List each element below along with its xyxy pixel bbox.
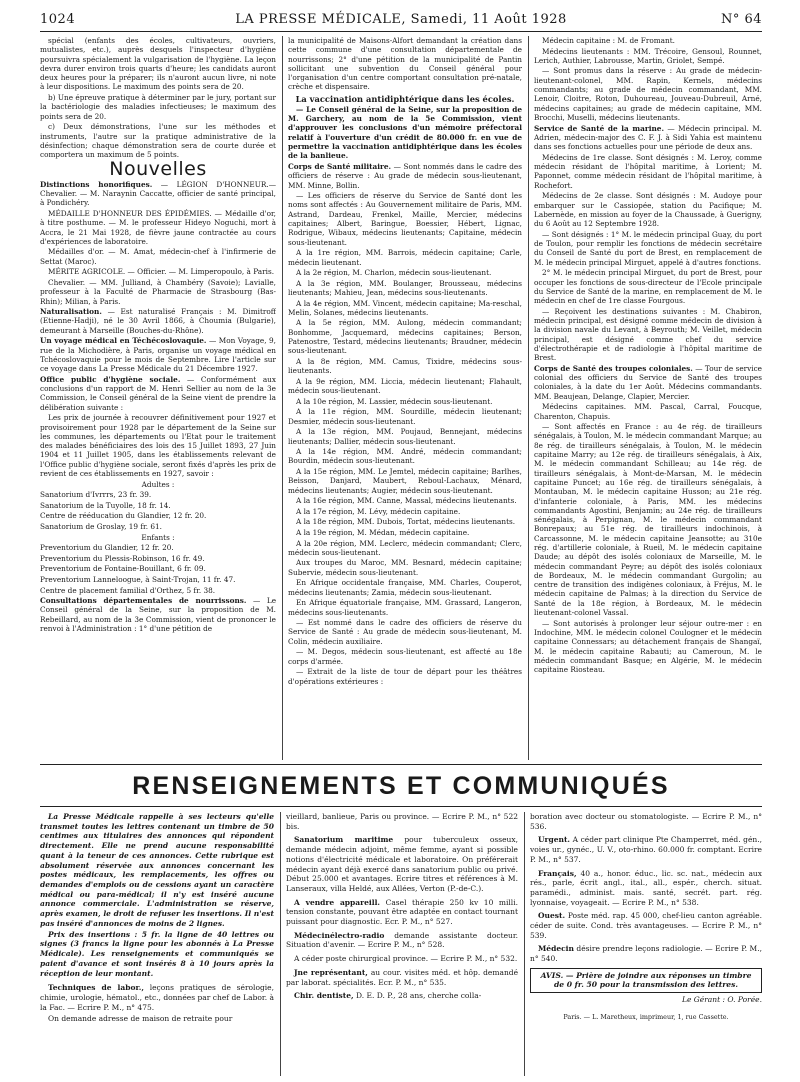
ad-title: Chir. dentiste, [294,991,354,1001]
gerant-signature: Le Gérant : O. Porée. [681,994,762,1004]
paragraph: Médecins de 2e classe. Sont désignés : M. Audoye pour embarquer sur le Cassiopée, station du Pacifique; M. Labernède, en mission au foyer de la Chaussade, à Guerigny, du 6 Août au 12 Septembre 1928. [534,191,762,229]
news-item: Office public d'hygiène sociale. — Conformément aux conclusions d'un rapport de M. Henri Sellier au nom de la 3e Commission, le Conseil général de la Seine vient de prendre la délibération suivante : [40,374,276,412]
paragraph: Médecins de 1re classe. Sont désignés : M. Leroy, comme médecin résidant de l'hôpital maritime, à Lorient; M. Paponnet, comme médecin résidant de l'hôpital maritime, à Rochefort. [534,152,762,190]
list-item: Preventorium de Fontaine-Bouillant, 6 fr. 09. [40,564,206,574]
ad-item: vieillard, banlieue, Paris ou province. — Ecrire P. M., n° 522 bis. [286,812,518,831]
paragraph: A la 16e région, MM. Canne, Massal, médecins lieutenants. [296,496,517,506]
item-title: Corps de Santé des troupes coloniales. [534,363,693,373]
paragraph: Les prix de journée à recouvrer définitivement pour 1927 et provisoirement pour 1928 par le département de la Seine sur les communes, les départements ou l'Etat pour le traitement des malades bénéficiaires des lois des 15 Juillet 1893, 27 Juin 1904 et 11 Juillet 1905, dans les établissements relevant de l'Office public d'hygiène sociale, seront fixés d'après les prix de revient de ces établissements en 1927, savoir : [40,413,276,479]
news-item: Consultations départementales de nourrissons. — Le Conseil général de la Seine, sur la proposition de M. Rebeillard, au nom de la 3e Commission, vient de prononcer le renvoi à l'Administration : 1° d'une pétition de [40,596,276,634]
paragraph: MÉRITE AGRICOLE. — Officier. — M. Limperopoulo, à Paris. [48,267,275,277]
paragraph: — Sont promus dans la réserve : Au grade de médecin-lieutenant-colonel, MM. Rapin, Kernels, médecins commandants; au grade de médecin commandant, MM. Lenoir, Cloitre, Roton, Duhoureau, Jouveau-Dubreuil, Arné, médecins capitaines; au grade de médecin capitaine, MM. Brocchi, Muselli, médecins lieutenants. [534,66,762,122]
ad-title: Médecinélectro-radio [294,930,385,940]
paragraph: — Sont affectés en France : au 4e rég. de tirailleurs sénégalais, à Toulon, M. le médecin commandant Marque; au 8e rég. de tirailleurs sénégalais, à Toulon, M. le médecin capitaine Marry; au 12e rég. de tirailleurs sénégalais, à Aix, M. le médecin commandant Schilleau; au 14e rég. de tirailleurs sénégalais, à Mont-de-Marsan, M. le médecin capitaine Puncet; au 16e rég. de tirailleurs sénégalais, à Montauban, M. le médecin capitaine Husson; au 21e rég. d'infanterie coloniale, à Paris, MM. les médecins commandants Agostini, Benjamin; au 24e rég. de tirailleurs sénégalais, à Perpignan, M. le médecin commandant Bonrepaux; au 51e rég. de tirailleurs indochinois, à Carcassonne, M. le médecin capitaine Jeansotte; au 310e rég. d'artillerie coloniale, à Rueil, M. le médecin capitaine Daude; au dépôt des isolés coloniaux de Marseille, M. le médecin commandant Peyre; au dépôt des isolés coloniaux de Bordeaux, M. le médecin commandant Gurgolin; au centre de transition des indigènes coloniaux, à Fréjus, M. le médecin capitaine de Palmas; à la direction du Service de Santé de la 18e région, à Bordeaux, M. le médecin lieutenant-colonel Vassal. [534,422,762,618]
list-item: Sanatorium de Groslay, 19 fr. 61. [40,522,162,531]
ad-title: Urgent. [538,835,571,845]
list-item: Preventorium Lanneloogue, à Saint-Trojan, 11 fr. 47. [40,574,236,584]
paragraph: A la 1re région, MM. Barrois, médecin capitaine; Carle, médecin lieutenant. [288,248,522,267]
list-label: Adultes : [141,479,175,489]
column-divider [528,36,529,760]
item-title: Consultations départementales de nourrissons. [40,596,247,606]
ad-item: Médecinélectro-radio demande assistante docteur. Situation d'avenir. — Ecrire P. M., n° 528. [286,930,518,950]
ad-item: boration avec docteur ou stomatologiste. — Ecrire P. M., n° 536. [530,812,762,831]
column-divider [282,36,283,760]
ad-title: Ouest. [538,911,566,921]
paragraph: Chevalier. — MM. Julliand, à Chambéry (Savoie); Lavialle, professeur à la Faculté de Pharmacie de Strasbourg (Bas-Rhin); Milian, à Paris. [40,277,276,306]
news-item: Distinctions honorifiques. — LÉGION D'HONNEUR.— Chevalier. — M. Naraynin Caccatte, officier de santé principal, à Pondichéry. [40,179,276,208]
ad-item: A vendre appareill. Casel thérapie 250 kv 10 milli. tension constante, pouvant être adaptée en contact tournant puissant pour diagnostic. Ecr. P. M., n° 527. [286,897,518,927]
paragraph: — Le Conseil général de la Seine, sur la proposition de M. Garchery, au nom de la 5e Commission, vient d'approuver les conclusions d'un mémoire préfectoral relatif à l'ouverture d'un crédit de 80.000 fr. en vue de permettre la vaccination antidiphtérique dans les écoles de la banlieue. [288,104,522,161]
paragraph: — Sont désignés : 1° M. le médecin principal Guay, du port de Toulon, pour remplir les fonctions de médecin secrétaire du Conseil de Santé du port de Brest, en remplacement de M. le médecin principal Mirguet, appelé à d'autres fonctions. [534,229,762,267]
ad-title: Médecin [538,944,574,954]
paragraph: A la 13e région, MM. Poujaud, Bennejant, médecins lieutenants; Dallier, médecin sous-lieutenant. [288,427,522,446]
header-rule [40,31,762,32]
ad-item: Techniques de labor., leçons pratiques de sérologie, chimie, urologie, hématol., etc., données par chef de Labor. à la Fac. — Ecrire P. M., n° 475. [40,983,274,1012]
paragraph: — Extrait de la liste de tour de départ pour les théâtres d'opérations extérieures : [288,667,522,686]
ad-item: Jne représentant, au cour. visites méd. et hôp. demandé par laborat. spécialités. Ecr. P. M., n° 535. [286,967,518,987]
paragraph: A la 17e région, M. Lévy, médecin capitaine. [296,506,461,516]
paragraph: Médecins capitaines. MM. Pascal, Carral, Foucque, Charenton, Chapuis. [534,402,762,421]
item-title: La vaccination antidiphtérique dans les écoles. [295,94,515,105]
paragraph: A la 4e région, MM. Vincent, médecin capitaine; Ma-reschal, Melin, Solanes, médecins lieutenants. [288,298,522,317]
paragraph: A la 10e région, M. Lassier, médecin sous-lieutenant. [296,396,493,406]
ad-title: Sanatorium maritime [294,835,394,845]
item-title: Office public d'hygiène sociale. [40,374,181,384]
issue-number: N° 64 [720,12,762,27]
paragraph: A la 15e région, MM. Le Jemtel, médecin capitaine; Barlhes, Beisson, Danjard, Maubert, Reboul-Lachaux, Ménard, médecins lieutenants; Augier, médecin sous-lieutenant. [288,467,522,495]
ad-item: A céder poste chirurgical province. — Ecrire P. M., n° 532. [294,954,518,964]
list-item: Centre de rééducation du Glandier, 12 fr. 20. [40,511,207,521]
paragraph: A la 8e région, MM. Camus, Tixidre, médecins sous-lieutenants. [288,356,522,376]
renseignements-title: RENSEIGNEMENTS ET COMMUNIQUÉS [132,772,670,800]
news-item: Naturalisation. — Est naturalisé Français : M. Dimitroff (Etienne-Hadji), né le 30 Avril 1866, à Choumia (Bulgarie), demeurant à Marseille (Bouches-du-Rhône). [40,307,276,335]
column-3 [534,36,762,760]
item-title: Service de Santé de la marine. [534,123,664,133]
avis-box: AVIS. — Prière de joindre aux réponses un timbre de 0 fr. 50 pour la transmission des lettres. [530,968,762,993]
paragraph: — M. Degos, médecin sous-lieutenant, est affecté au 18e corps d'armée. [288,647,522,666]
page-number: 1024 [40,12,76,27]
paragraph: — Sont autorisés à prolonger leur séjour outre-mer : en Indochine, MM. le médecin colonel Coulogner et le médecin capitaine Connessars; au détachement français de Shangaï, M. le médecin capitaine Rabauti; au Cameroun, M. le médecin commandant Basque; en Algérie, M. le médecin capitaine Riosteau. [534,618,762,675]
news-item: Service de Santé de la marine. — Médecin principal. M. Adrien, médecin-major des C. F. J. à Sidi Yahia est maintenu dans ses fonctions actuelles pour une période de deux ans. [534,123,762,152]
paragraph: A la 11e région, MM. Sourdille, médecin lieutenant; Desmier, médecin sous-lieutenant. [288,407,522,426]
paragraph: A la 14e région, MM. André, médecin commandant; Bourdin, médecin sous-lieutenant. [288,447,522,466]
column-divider [280,812,281,1076]
ad-item: Ouest. Poste méd. rap. 45 000, chef-lieu canton agréable. céder de suite. Cond. très avantageuses. — Ecrire P. M., n° 539. [530,911,762,940]
item-title: Naturalisation. [40,307,102,317]
price-notice: Prix des insertions : 5 fr. la ligne de 40 lettres ou signes (3 francs la ligne pour les abonnés à La Presse Médicale). Les renseignements et communiqués se paient d'avance et sont insérés 8 à 10 jours après la réception de leur montant. [40,929,274,978]
ad-title: Français, [538,868,577,878]
paragraph: A la 5e région, MM. Aulong, médecin commandant; Bonhomme, Jacquemard, médecins capitaines; Berson, Patenostre, Testard, médecins lieutenants; Braudner, médecin sous-lieutenant. [288,318,522,356]
column-2 [288,36,522,760]
list-item: Sanatorium d'Ivrrrs, 23 fr. 39. [40,490,152,500]
ads-column-1 [40,812,274,1076]
column-divider [524,812,525,1076]
list-item: Preventorium du Glandier, 12 fr. 20. [40,543,174,553]
paragraph: — Reçoivent les destinations suivantes : M. Chabiron, médecin principal, est désigné comme médecin de division à la division navale du Levant, à Beyrouth; M. Veillet, médecin principal, est désigné comme chef du service d'électrothérapie et de radiologie à l'hôpital maritime de Brest. [534,306,762,363]
paragraph: MÉDAILLE D'HONNEUR DES ÉPIDÉMIES. — Médaille d'or, à titre posthume. — M. le professeur Hideyo Noguchi, mort à Accra, le 21 Mai 1928, de fièvre jaune contractée au cours d'expériences de laboratoire. [40,208,276,246]
paragraph: A la 20e région, MM. Leclerc, médecin commandant; Clerc, médecin sous-lieutenant. [288,538,522,557]
paragraph: En Afrique équatoriale française, MM. Grassard, Langeron, médecins sous-lieutenants. [288,598,522,617]
item-title: Un voyage médical en Téchécoslovaquie. [40,336,207,346]
item-title: Corps de Santé militaire. [288,161,392,171]
column-1 [40,36,276,760]
ad-item: Français, 40 a., honor. éduc., lic. sc. nat., médecin aux rés., parle, écrit angl., ital., all., espér., cherch. situat. paramédi., administ. mais. santé, secrét. part. rég. lyonnaise, voyageait. — Ecrire P. M., n° 538. [530,868,762,907]
section-rule [40,764,762,765]
list-item: Centre de placement familial d'Orthez, 5 fr. 38. [40,585,216,595]
paragraph: 2° M. le médecin principal Mirguet, du port de Brest, pour occuper les fonctions de sous-directeur de l'Ecole principale du Service de Santé de la marine, en remplacement de M. le médecin en chef de 1re classe Fourgous. [534,268,762,306]
news-item: Un voyage médical en Téchécoslovaquie. — Mon Voyage, 9, rue de la Michodière, à Paris, organise un voyage médical en Tchécoslovaquie pour le mois de Septembre. Lire l'article sur ce voyage dans La Presse Médicale du 21 Décembre 1927. [40,336,276,374]
ad-item: Chir. dentiste, D. E. D. P., 28 ans, cherche colla- [294,991,482,1001]
paragraph: A la 3e région, MM. Boulanger, Brousseau, médecins lieutenants; Mahieu, Jean, médecins sous-lieutenants. [288,278,522,297]
list-item: Sanatorium de la Tuyolle, 18 fr. 14. [40,500,171,510]
paragraph: — Est nommé dans le cadre des officiers de réserve du Service de Santé : Au grade de médecin sous-lieutenant, M. Colin, médecin auxiliaire. [288,618,522,646]
ad-title: Techniques de labor., [48,983,144,993]
section-rule [40,806,762,807]
ads-column-2 [286,812,518,1076]
paragraph: Médecin capitaine : M. de Fromant. [542,36,675,45]
paragraph: A la 2e région, M. Charlon, médecin sous-lieutenant. [296,268,492,278]
paragraph: Médailles d'or. — M. Amat, médecin-chef à l'infirmerie de Settat (Maroc). [40,247,276,266]
running-header [40,12,762,28]
ad-item: On demande adresse de maison de retraite pour [48,1013,233,1023]
section-title-nouvelles: Nouvelles [109,158,207,181]
ads-column-3 [530,812,762,1076]
news-item: Corps de Santé des troupes coloniales. — Tour de service colonial des officiers du Service de Santé des troupes coloniales, à la date du 1er Août. Médecins commandants. MM. Beaujean, Delange, Clapier, Mercier. [534,363,762,401]
ad-title: Jne représentant, [294,967,368,977]
ad-title: A vendre appareill. [294,897,381,907]
paragraph: A la 19e région, M. Médan, médecin capitaine. [296,527,470,537]
ad-item: Médecin désire prendre leçons radiologie. — Ecrire P. M., n° 540. [530,944,762,964]
journal-title: LA PRESSE MÉDICALE, Samedi, 11 Août 1928 [235,12,567,27]
paragraph: A la 18e région, MM. Dubois, Tortat, médecins lieutenants. [296,517,516,527]
paragraph: En Afrique occidentale française, MM. Charles, Couperot, médecins lieutenants; Zamia, médecin sous-lieutenant. [288,578,522,597]
paragraph: b) Une épreuve pratique à déterminer par le jury, portant sur la bactériologie des maladies infectieuses; le maximum des points sera de 20. [40,93,276,121]
imprimeur-line: Paris. — L. Maretheux, imprimeur, 1, rue Cassette. [563,1012,729,1021]
ad-item: Sanatorium maritime pour tuberculeux osseux, demande médecin adjoint, même femme, ayant si possible notions d'électricité médicale et laboratoire. On préférerait médecin ayant déjà exercé dans sanatorium public ou privé. Début 25.000 et avantages. Ecrire titres et références à M. Lanseraux, villa Heldé, aux Allées, Verton (P.-de-C.). [286,835,518,893]
list-item: Preventorium du Plessis-Robinson, 16 fr. 49. [40,553,205,563]
paragraph: Aux troupes du Maroc, MM. Besnard, médecin capitaine; Subervie, médecin sous-lieutenant. [288,558,522,577]
paragraph: A la 9e région, MM. Liccia, médecin lieutenant; Flahault, médecin sous-lieutenant. [288,376,522,396]
item-title: Distinctions honorifiques. [40,179,153,189]
paragraph: la municipalité de Maisons-Alfort demandant la création dans cette commune d'une consultation départementale de nourrissons; 2° d'une pétition de la municipalité de Pantin sollicitant une subvention du Conseil général pour l'organisation d'un centre comportant consultation pré-natale, crèche et dispensaire. [288,36,522,92]
paragraph: spécial (enfants des écoles, cultivateurs, ouvriers, mutualistes, etc.), auprès desquels l'inspecteur d'hygiène poursuivra spécialement la vulgarisation de l'hygiène. La leçon devra durer environ trois quarts d'heure; les candidats auront deux heures pour la préparer; ils n'auront aucun livre, ni note à leur dispositions. Le maximum des points sera de 20. [40,36,276,92]
notice: La Presse Médicale rappelle à ses lecteurs qu'elle transmet toutes les lettres contenant un timbre de 50 centimes aux titulaires des annonces qui répondent directement. Elle ne prend aucune responsabilité quant à la teneur de ces annonces. Cette rubrique est absolument réservée aux annonces concernant les postes médicaux, les remplacements, les offres ou demandes d'emplois ou de cessions ayant un caractère médical ou para-médical; il n'y est inséré aucune annonce commerciale. L'administration se réserve, après examen, le droit de refuser les insertions. Il n'est pas inséré d'annonces de moins de 2 lignes. [40,812,274,928]
ad-item: Urgent. A céder part clinique Pte Champerret, méd. gén., voies ur., gynéc., U. V., oto-rhino. 60.000 fr. comptant. Ecrire P. M., n° 537. [530,835,762,864]
news-item: Corps de Santé militaire. — Sont nommés dans le cadre des officiers de réserve : Au grade de médecin sous-lieutenant, MM. Minne, Bollin. [288,161,522,190]
paragraph: c) Deux démonstrations, l'une sur les méthodes et instruments, l'autre sur la pratique administrative de la désinfection; chaque démonstration sera de courte durée et comportera un maximum de 5 points. [40,122,276,160]
paragraph: — Les officiers de réserve du Service de Santé dont les noms sont affectés : Au Gouvernement militaire de Paris, MM. Astrand, Dardeau, Frenkel, Maille, Mercier, médecins capitaines; Albert, Baringue, Boessier, Hébert, Lignac, Rodrigue, Wibaux, médecins lieutenants; Capitaine, médecin sous-lieutenant. [288,191,522,247]
list-label: Enfants : [141,532,175,542]
paragraph: Médecins lieutenants : MM. Trécoire, Gensoul, Rounnet, Lerich, Authier, Labrousse, Martin, Griolet, Sempé. [534,46,762,65]
